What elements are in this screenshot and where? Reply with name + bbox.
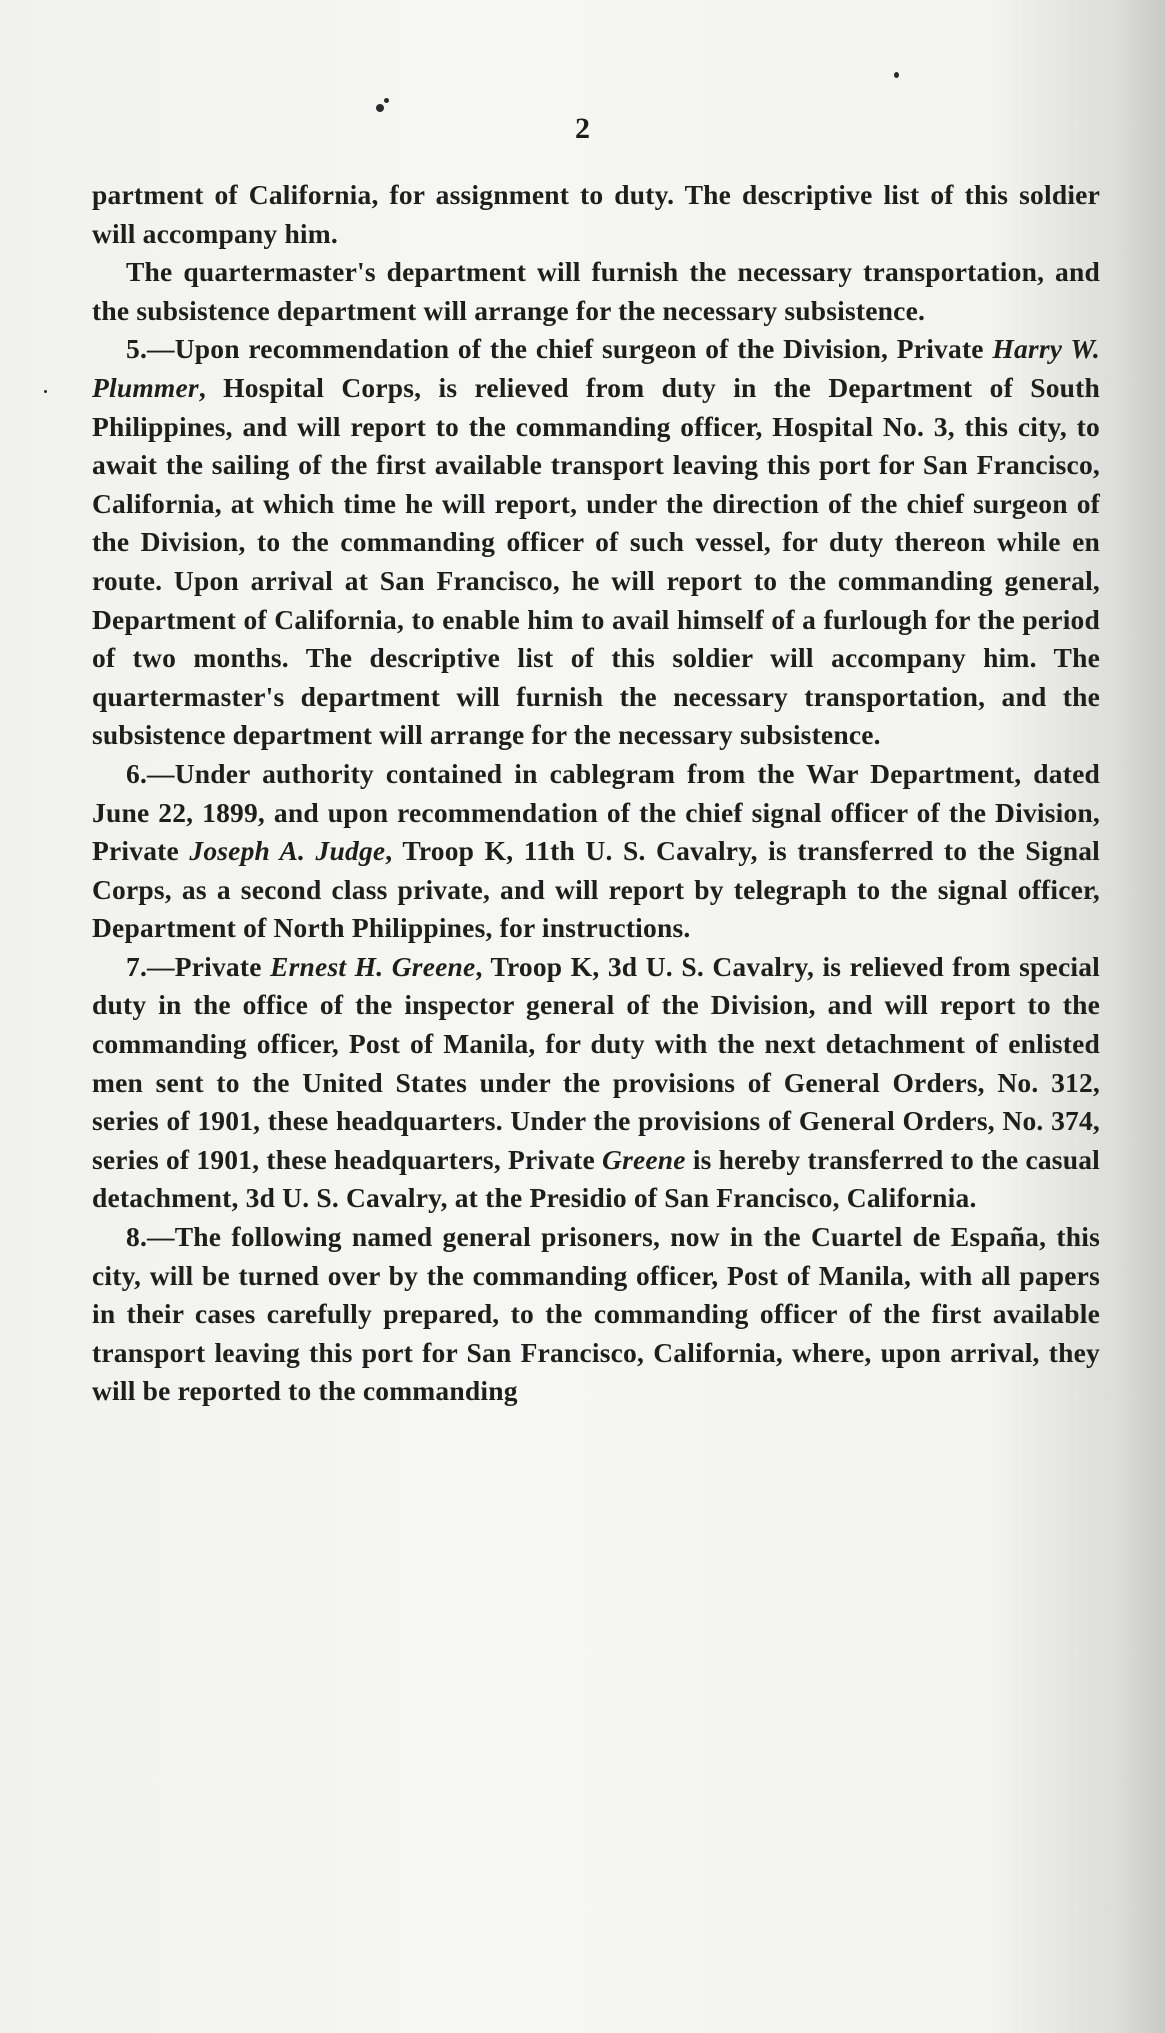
paragraph-text: , Troop K, 3d U. S. Cavalry, is relieved from special duty in the office of the inspector general of the Division, and will report to the commanding officer, Post of Manila, for duty with the next detachment of enlisted men sent to the United States under the provisions of General Orders, No. 312, series of 1901, these headquarters. Under the provisions of General Orders, No. 374, series of 1901, these headquarters, Private xyxy=(92,950,1100,1175)
page-number: 2 xyxy=(575,112,590,145)
paragraph-text: 6.—Under authority contained in cablegram from the War Department, dated June 22, 1899, and upon recommendation of the chief signal officer of the Division, Private xyxy=(92,757,1100,867)
soldier-name: Greene xyxy=(602,1143,686,1175)
paragraph-item-6 xyxy=(92,755,1100,948)
paragraph-text: 7.—Private xyxy=(126,950,271,982)
paragraph-item-8: 8.—The following named general prisoners, now in the Cuartel de España, this city, will be turned over by the commanding officer, Post of Manila, with all papers in their cases carefully prepared, to the commanding officer of the first available transport leaving this port for San Francisco, California, where, upon arrival, they will be reported to the commanding xyxy=(92,1221,1100,1407)
soldier-name: Harry W. Plummer xyxy=(92,333,1100,403)
paragraph-text: is hereby transferred to the casual detachment, 3d U. S. Cavalry, at the Presidio of San Francisco, California. xyxy=(92,1143,1100,1214)
paragraph-item-5 xyxy=(92,330,1100,755)
ink-speck xyxy=(376,104,384,112)
paragraph-text: 5.—Upon recommendation of the chief surgeon of the Division, Private xyxy=(126,333,993,365)
paragraph-item-7 xyxy=(92,948,1100,1218)
paragraph-transportation: The quartermaster's department will furnish the necessary transportation, and the subsistence department will arrange for the necessary subsistence. xyxy=(92,256,1100,326)
paragraph-text: , Hospital Corps, is relieved from duty in the Department of South Philippines, and will report to the commanding officer, Hospital No. 3, this city, to await the sailing of the first available transport leaving this port for San Francisco, California, at which time he will report, under the direction of the chief surgeon of the Division, to the commanding officer of such vessel, for duty thereon while en route. Upon arrival at San Francisco, he will report to the commanding general, Department of California, to enable him to avail himself of a furlough for the period of two months. The descriptive list of this soldier will accompany him. The quartermaster's department will furnish the necessary transportation, and the subsistence department will arrange for the necessary subsistence. xyxy=(92,371,1100,751)
ink-speck xyxy=(44,390,47,393)
soldier-name: Ernest H. Greene xyxy=(270,950,476,982)
ink-speck xyxy=(384,98,389,103)
paragraph-text: , Troop K, 11th U. S. Cavalry, is transferred to the Signal Corps, as a second class private, and will report by telegraph to the signal officer, Department of North Philippines, for instructions. xyxy=(92,835,1100,944)
paragraph-continuation: partment of California, for assignment to duty. The descriptive list of this soldier will accompany him. xyxy=(92,179,1100,249)
document-body xyxy=(92,176,1100,1411)
soldier-name: Joseph A. Judge xyxy=(189,835,386,867)
ink-speck xyxy=(894,72,899,78)
